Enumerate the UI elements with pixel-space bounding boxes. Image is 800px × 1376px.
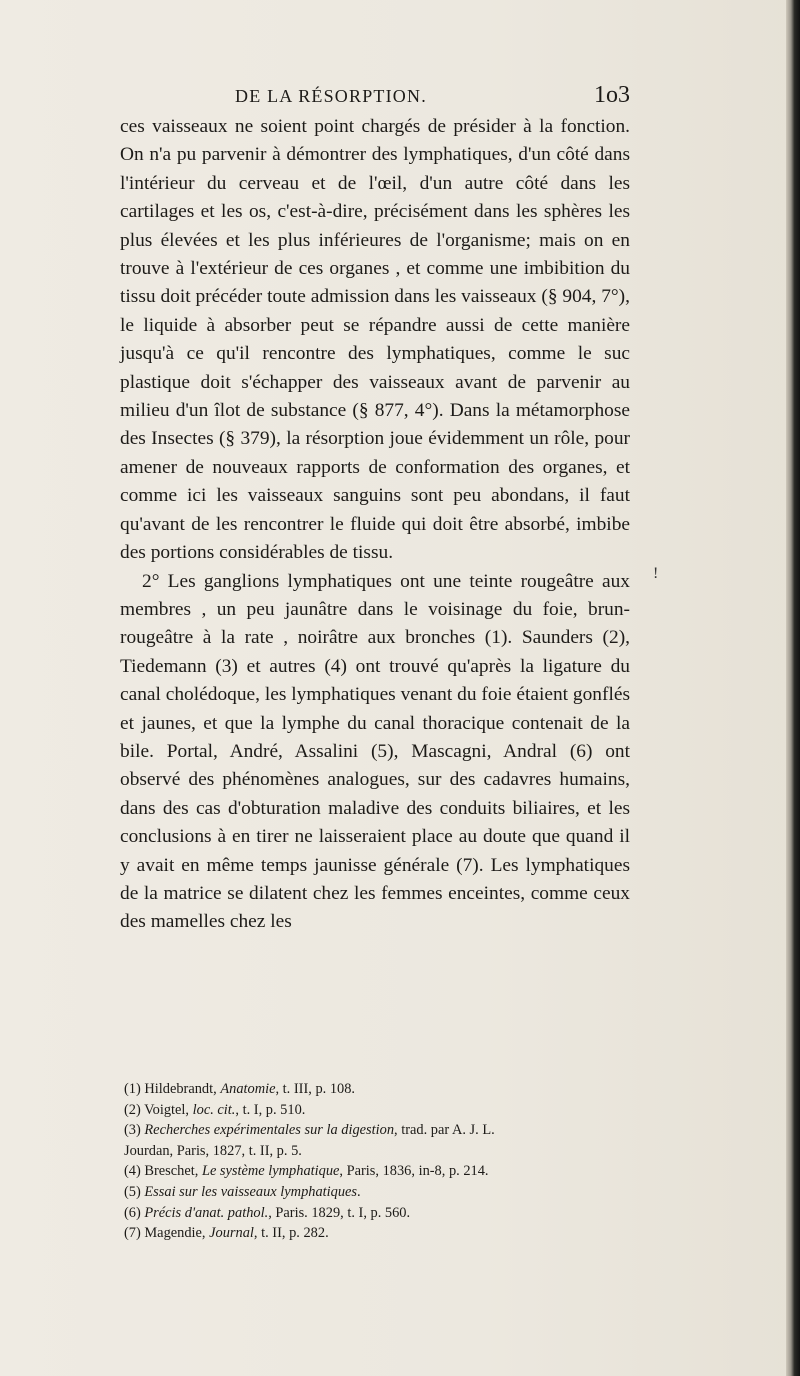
footnote-author: Breschet, xyxy=(144,1163,202,1180)
footnote-ref: (2) xyxy=(124,1101,141,1118)
footnote-2 xyxy=(124,1100,634,1121)
paragraph-1: ces vaisseaux ne soient point chargés de présider à la fonction. On n'a pu parvenir à démontrer des lymphatiques, d'un côté dans l'intérieur du cerveau et de l'œil, d'un autre côté dans les cartilages et les os, c'est-à-dire, précisément dans les sphères les plus élevées et les plus inférieures de l'organisme; mais on en trouve à l'extérieur de ces organes , et comme une imbibition du tissu doit précéder toute admission dans les vaisseaux (§ 904, 7°), le liquide à absorber peut se répandre aussi de cette manière jusqu'à ce qu'il rencontre des lymphatiques, comme le suc plastique doit s'échapper des vaisseaux avant de parvenir au milieu d'un îlot de substance (§ 877, 4°). Dans la métamorphose des Insectes (§ 379), la résorption joue évidemment un rôle, pour amener de nouveaux rapports de conformation des organes, et comme ici les vaisseaux sanguins sont peu abondans, il faut qu'avant de les rencontrer le fluide qui doit être absorbé, imbibe des portions considérables de tissu. xyxy=(120,116,630,564)
running-head xyxy=(125,82,630,116)
footnote-3-continuation xyxy=(124,1141,634,1162)
footnote-5 xyxy=(124,1182,634,1203)
book-spine-edge xyxy=(786,0,800,1376)
footnote-details: . xyxy=(357,1183,361,1200)
footnote-7 xyxy=(124,1223,634,1244)
footnote-title: Le système lymphatique xyxy=(201,1163,340,1180)
footnote-details: , t. I, p. 510. xyxy=(235,1101,306,1118)
main-text xyxy=(120,113,630,937)
footnote-title: Recherches expérimentales sur la digestion xyxy=(144,1122,395,1139)
footnote-title: loc. cit. xyxy=(192,1101,236,1118)
footnote-1 xyxy=(124,1079,634,1100)
footnotes xyxy=(124,1079,634,1244)
footnote-ref: (4) xyxy=(124,1163,141,1180)
footnote-title: Journal xyxy=(209,1225,254,1242)
footnote-4 xyxy=(124,1161,634,1182)
footnote-6 xyxy=(124,1203,634,1224)
margin-mark: ! xyxy=(653,565,659,582)
footnote-ref: (3) xyxy=(124,1122,141,1139)
footnote-details: , t. II, p. 282. xyxy=(253,1225,329,1242)
footnote-title: Précis d'anat. pathol. xyxy=(144,1204,269,1221)
footnote-ref: (6) xyxy=(124,1204,141,1221)
footnote-details: , t. III, p. 108. xyxy=(275,1081,356,1097)
footnote-ref: (5) xyxy=(124,1183,141,1200)
footnote-details: , Paris, 1836, in-8, p. 214. xyxy=(339,1163,489,1180)
footnote-ref: (1) xyxy=(124,1081,141,1097)
footnote-author: Voigtel, xyxy=(144,1101,193,1118)
page-number: 1o3 xyxy=(594,82,630,108)
footnote-details: Jourdan, Paris, 1827, t. II, p. 5. xyxy=(124,1142,302,1159)
footnote-author: Hildebrandt, xyxy=(144,1081,221,1097)
footnote-author: Magendie, xyxy=(144,1225,210,1242)
footnote-details: , Paris. 1829, t. I, p. 560. xyxy=(268,1204,411,1221)
footnote-details: , trad. par A. J. L. xyxy=(394,1122,495,1139)
running-head-title: DE LA RÉSORPTION. xyxy=(235,86,427,106)
footnote-title: Essai sur les vaisseaux lymphatiques xyxy=(144,1183,358,1200)
footnote-ref: (7) xyxy=(124,1225,141,1242)
paragraph-2: 2° Les ganglions lymphatiques ont une teinte rougeâtre aux membres , un peu jaunâtre dans le voisinage du foie, brun-rougeâtre à la rate , noirâtre aux bronches (1). Saunders (2), Tiedemann (3) et autres (4) ont trouvé qu'après la ligature du canal cholédoque, les lymphatiques venant du foie étaient gonflés et jaunes, et que la lymphe du canal thoracique contenait de la bile. Portal, André, Assalini (5), Mascagni, Andral (6) ont observé des phénomènes analogues, sur des cadavres humains, dans des cas d'obturation maladive des conduits biliaires, et les conclusions à en tirer ne laisseraient place au doute que quand il y avait en même temps jaunisse générale (7). Les lymphatiques de la matrice se dilatent chez les femmes enceintes, comme ceux des mamelles chez les xyxy=(120,570,630,933)
footnote-title: Anatomie xyxy=(220,1081,276,1097)
footnote-3 xyxy=(124,1120,634,1141)
